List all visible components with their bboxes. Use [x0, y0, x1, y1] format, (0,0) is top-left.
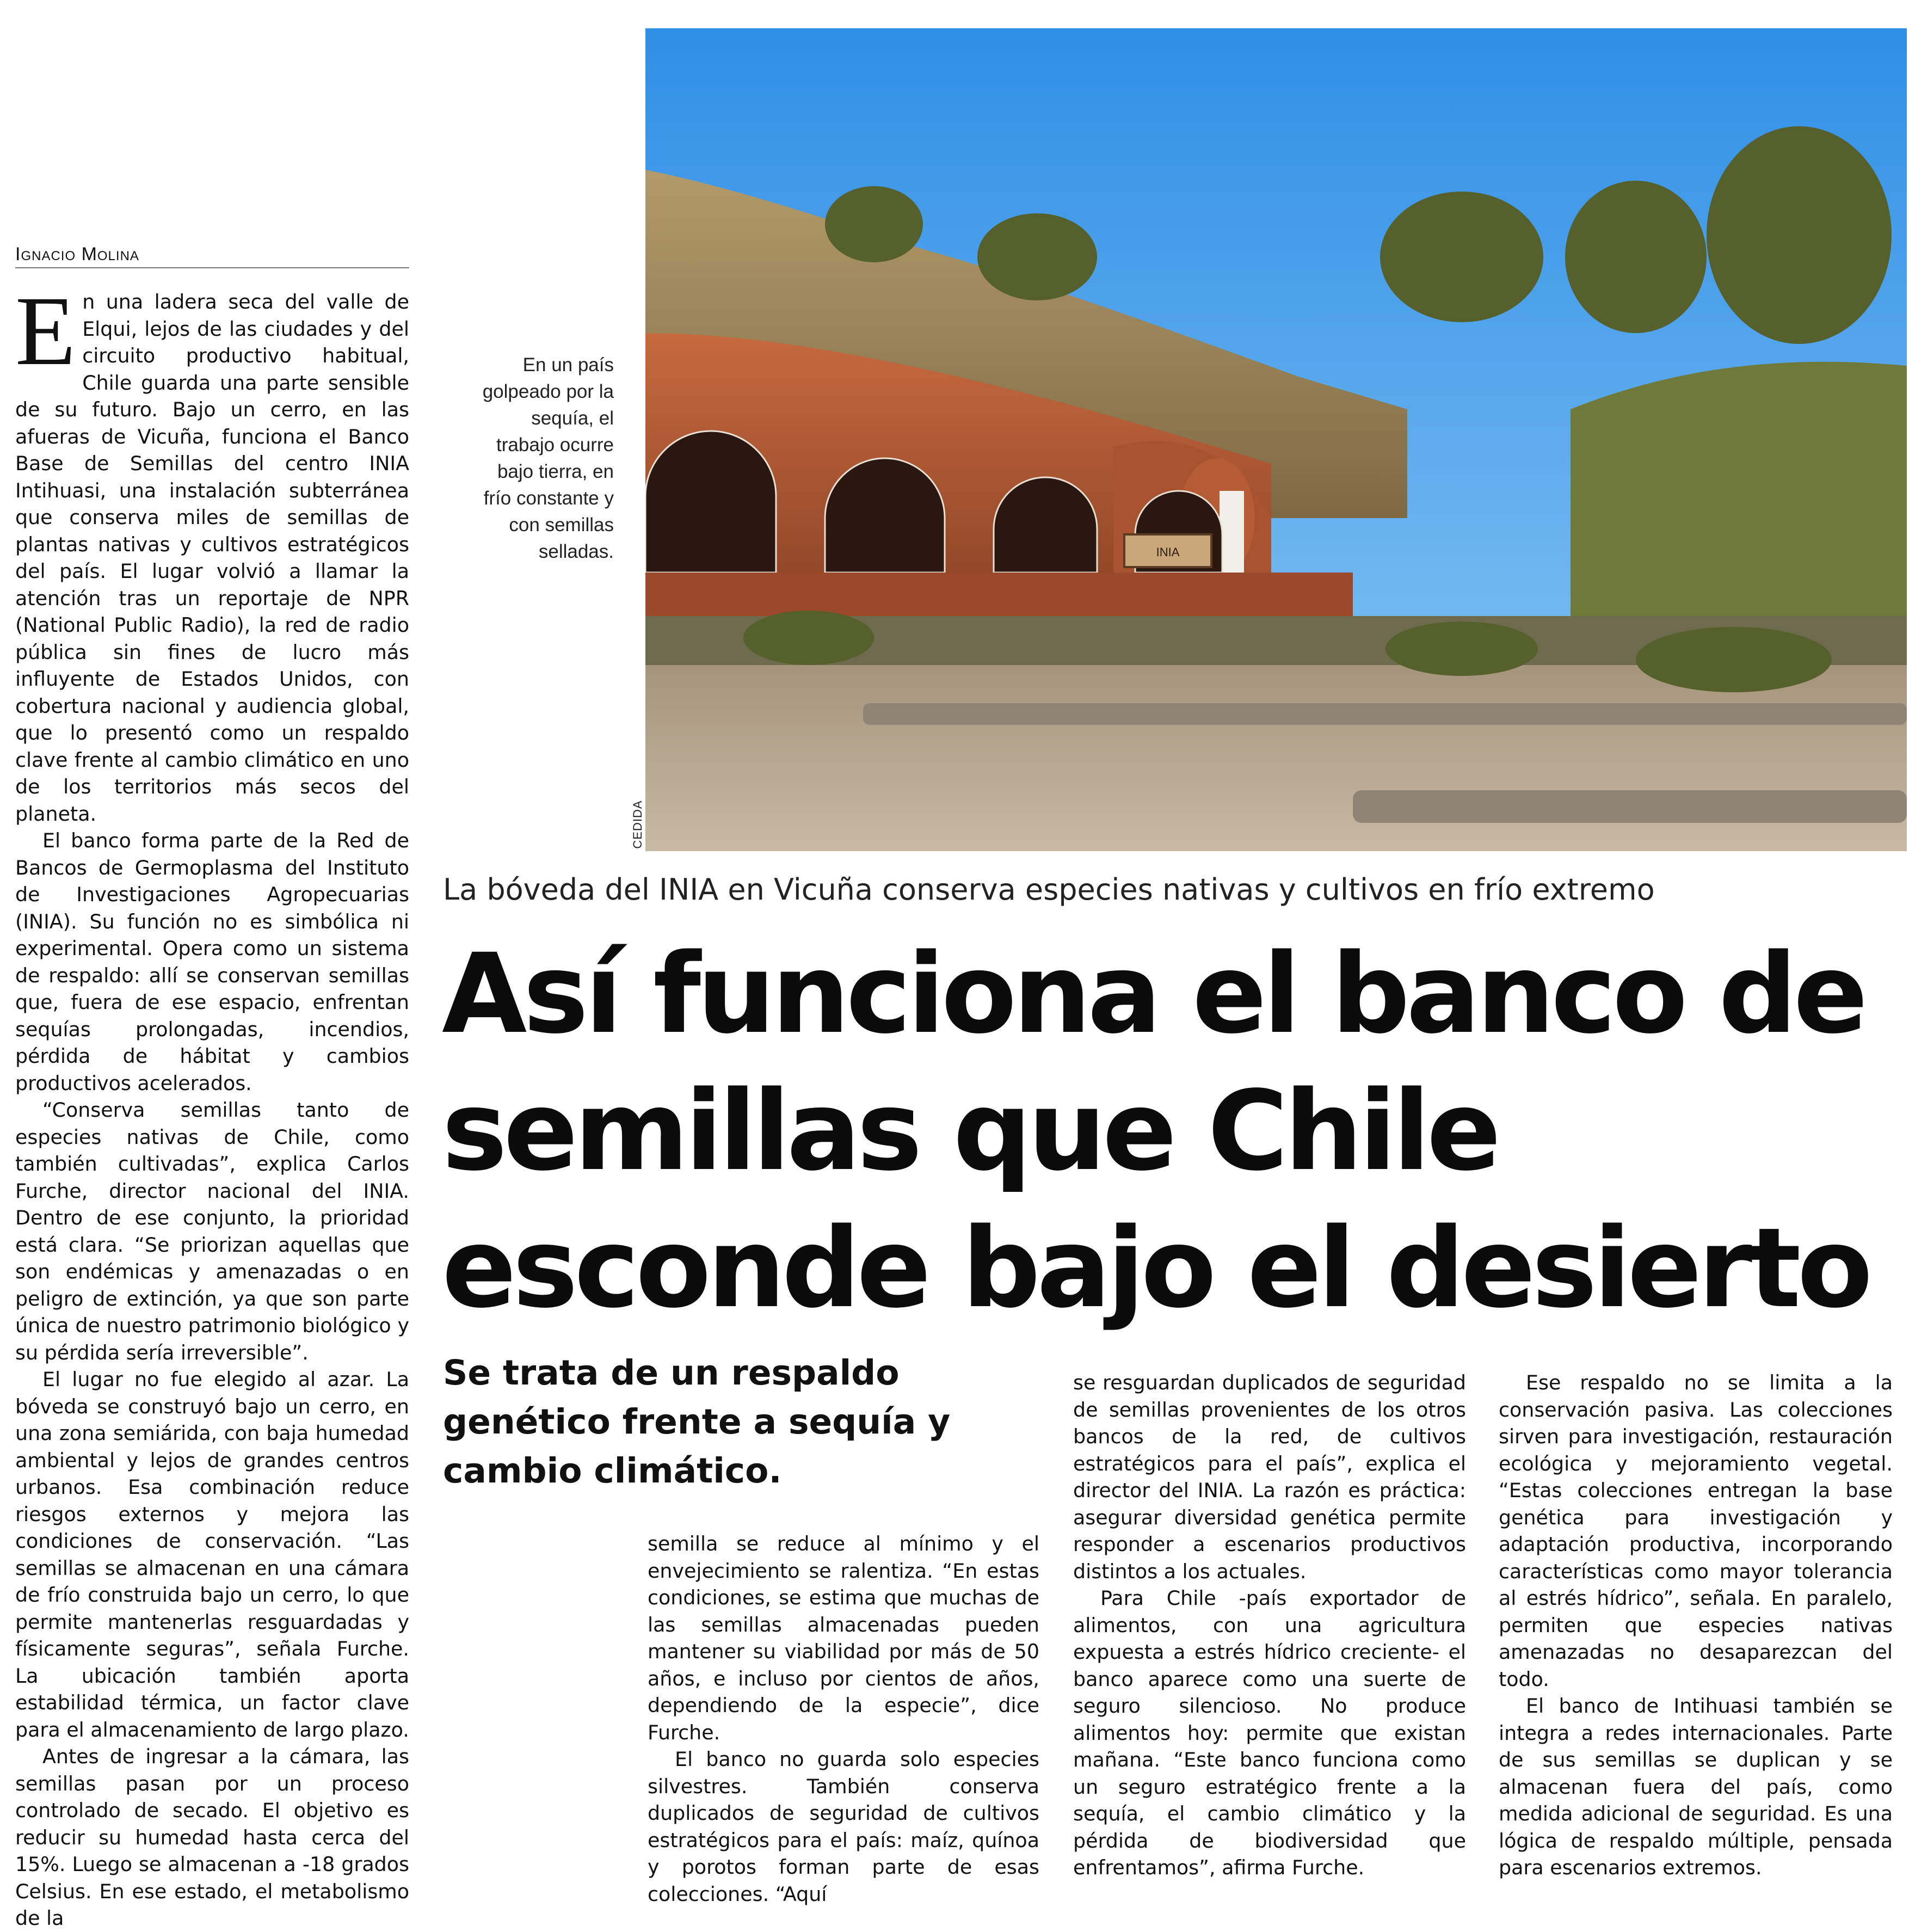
body-paragraph: El banco forma parte de la Red de Bancos de Germoplasma del Instituto de Investigaciones Agropecuarias (INIA). Su función no es simbólica ni experimental. Opera como un sistema de respaldo: allí se conservan semillas que, fuera de ese espacio, enfrentan sequías prolongadas, incendios, pérdida de hábitat y cambios productivos acelerados. [15, 829, 409, 1095]
body-paragraph: Antes de ingresar a la cámara, las semillas pasan por un proceso controlado de secado. El objetivo es reducir su humedad hasta cerca del 15%. Luego se almacenan a -18 grados Celsius. En ese estado, el metabolismo de la [15, 1745, 409, 1930]
body-paragraph: Para Chile -país exportador de alimentos, con una agricultura expuesta a estrés hídrico creciente- el banco aparece como una suerte de seguro silencioso. No produce alimentos hoy: permite que existan mañana. “Este banco funciona como un seguro estratégico frente a la sequía, el cambio climático y la pérdida de biodiversidad que enfrentamos”, afirma Furche. [1073, 1586, 1466, 1879]
drop-cap: E [15, 276, 76, 386]
body-paragraph: semilla se reduce al mínimo y el envejecimiento se ralentiza. “En estas condiciones, se estima que muchas de las semillas almacenadas pueden mantener su viabilidad por más de 50 años, e incluso por cientos de años, dependiendo de la especie”, dice Furche. [648, 1532, 1039, 1744]
byline: Ignacio Molina [15, 244, 409, 268]
kicker: La bóveda del INIA en Vicuña conserva especies nativas y cultivos en frío extremo [443, 872, 1655, 907]
photo-sign: INIA [1156, 545, 1180, 559]
body-paragraph: El banco no guarda solo especies silvestres. También conserva duplicados de seguridad de cultivos estratégicos para el país: maíz, quínoa y porotos forman parte de esas colecciones. “Aquí [648, 1748, 1039, 1906]
deck: Se trata de un respaldo genético frente a sequía y cambio climático. [443, 1353, 951, 1491]
body-column-2 [648, 1530, 1039, 1908]
body-column-1 [15, 276, 409, 1932]
body-paragraph: El banco de Intihuasi también se integra a redes internacionales. Parte de sus semillas se duplican y se almacenan fuera del país, como medida adicional de seguridad. Es una lógica de respaldo múltiple, pensada para escenarios extremos. [1499, 1694, 1893, 1879]
body-paragraph: En una ladera seca del valle de Elqui, lejos de las ciudades y del circuito productivo habitual, Chile guarda una parte sensible de su futuro. Bajo un cerro, en las afueras de Vicuña, funciona el Banco Base de Semillas del centro INIA Intihuasi, una instalación subterránea que conserva miles de semillas de plantas nativas y cultivos estratégicos del país. El lugar volvió a llamar la atención tras un reportaje de NPR (National Public Radio), la red de radio pública sin fines de lucro más influyente de Estados Unidos, con cobertura nacional y audiencia global, que lo presentó como un respaldo clave frente al cambio climático en uno de los territorios más secos del planeta. [15, 276, 409, 826]
body-column-3 [1073, 1369, 1466, 1881]
body-paragraph: El lugar no fue elegido al azar. La bóveda se construyó bajo un cerro, en una zona semiárida, con baja humedad ambiental y lejos de grandes centros urbanos. Esa combinación reduce riesgos externos y mejora las condiciones de conservación. “Las semillas se almacenan en una cámara de frío construida bajo un cerro, lo que permite mantenerlas resguardadas y físicamente seguras”, señala Furche. La ubicación también aporta estabilidad térmica, un factor clave para el almacenamiento de largo plazo. [15, 1368, 409, 1742]
headline: Así funciona el banco de semillas que Chile esconde bajo el desierto [442, 930, 1869, 1332]
body-paragraph: “Conserva semillas tanto de especies nativas de Chile, como también cultivadas”, explica Carlos Furche, director nacional del INIA. Dentro de ese conjunto, la prioridad está clara. “Se priorizan aquellas que son endémicas y amenazadas o en peligro de extinción, ya que son parte única de nuestro patrimonio biológico y su pérdida sería irreversible”. [15, 1098, 409, 1364]
body-paragraph: Ese respaldo no se limita a la conservación pasiva. Las colecciones sirven para investigación, restauración ecológica y mejoramiento vegetal. “Estas colecciones entregan la base genética para investigación y adaptación productiva, incorporando características como mayor tolerancia al estrés hídrico”, señala. En paralelo, permiten que especies nativas amenazadas no desaparezcan del todo. [1499, 1371, 1893, 1691]
photo-credit: CEDIDA [631, 800, 644, 849]
article-photo [645, 28, 1907, 851]
photo-caption: En un país golpeado por la sequía, el trabajo ocurre bajo tierra, en frío constante y con semillas selladas. [482, 354, 614, 562]
body-paragraph: se resguardan duplicados de seguridad de semillas provenientes de los otros bancos de la red, de cultivos estratégicos para el país”, explica el director del INIA. La razón es práctica: asegurar diversidad genética permite responder a escenarios productivos distintos a los actuales. [1073, 1371, 1466, 1583]
body-column-4 [1499, 1369, 1893, 1881]
